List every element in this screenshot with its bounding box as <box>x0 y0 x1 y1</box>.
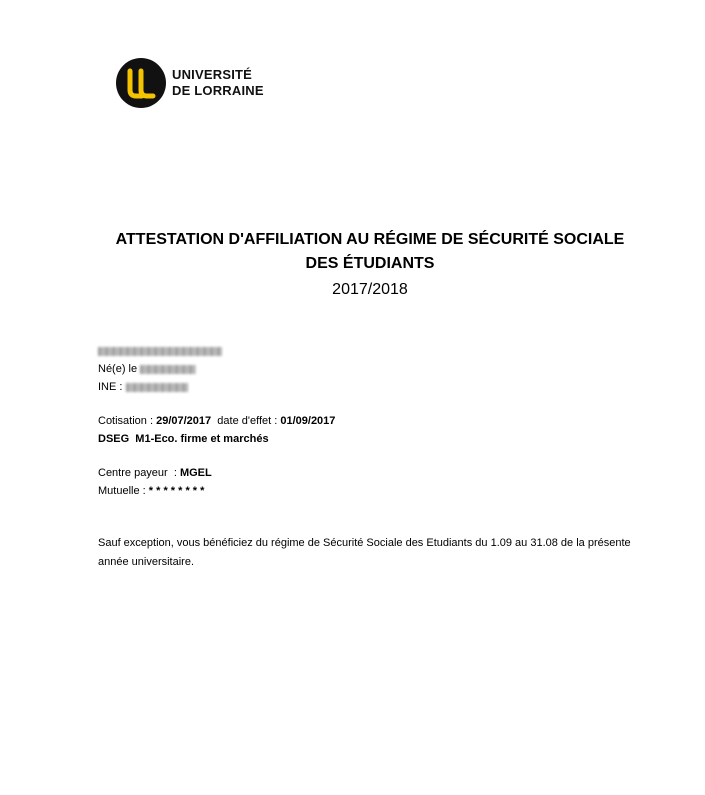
program-name: DSEG M1-Eco. firme et marchés <box>98 433 269 445</box>
notice-paragraph: Sauf exception, vous bénéficiez du régime de Sécurité Sociale des Etudiants du 1.09 au 31.08 de la présente année universitaire. <box>98 537 631 568</box>
university-logo <box>115 57 265 109</box>
title-line-1: ATTESTATION D'AFFILIATION AU RÉGIME DE SÉCURITÉ SOCIALE <box>115 231 625 248</box>
payeur-label: Centre payeur : <box>98 467 177 479</box>
document-body <box>98 342 658 572</box>
mutuelle-value: * * * * * * * * <box>148 485 205 497</box>
birth-date-row <box>98 360 658 378</box>
effet-label: date d'effet : <box>217 415 278 427</box>
academic-year: 2017/2018 <box>332 281 408 298</box>
cotisation-date: 29/07/2017 <box>156 415 212 427</box>
redacted-ine <box>126 383 188 392</box>
redacted-student-name <box>98 347 222 356</box>
title-line-2: DES ÉTUDIANTS <box>305 255 435 272</box>
student-name-row <box>98 342 658 360</box>
cotisation-label: Cotisation : <box>98 415 154 427</box>
birth-date-label: Né(e) le <box>98 363 138 375</box>
logo-line-2: DE LORRAINE <box>172 83 264 98</box>
ine-row <box>98 378 658 396</box>
ine-label: INE : <box>98 381 123 393</box>
logo-line-1: UNIVERSITÉ <box>172 67 253 82</box>
logo-wordmark <box>172 67 264 99</box>
redacted-birth-date <box>140 365 196 374</box>
mutuelle-label: Mutuelle : <box>98 485 146 497</box>
cotisation-row <box>98 412 658 430</box>
payeur-value: MGEL <box>179 467 212 479</box>
logo-emblem-icon <box>115 57 167 109</box>
document-title <box>0 228 705 302</box>
mutuelle-row <box>98 482 658 500</box>
effet-date: 01/09/2017 <box>280 415 336 427</box>
program-row <box>98 430 658 448</box>
payeur-row <box>98 464 658 482</box>
